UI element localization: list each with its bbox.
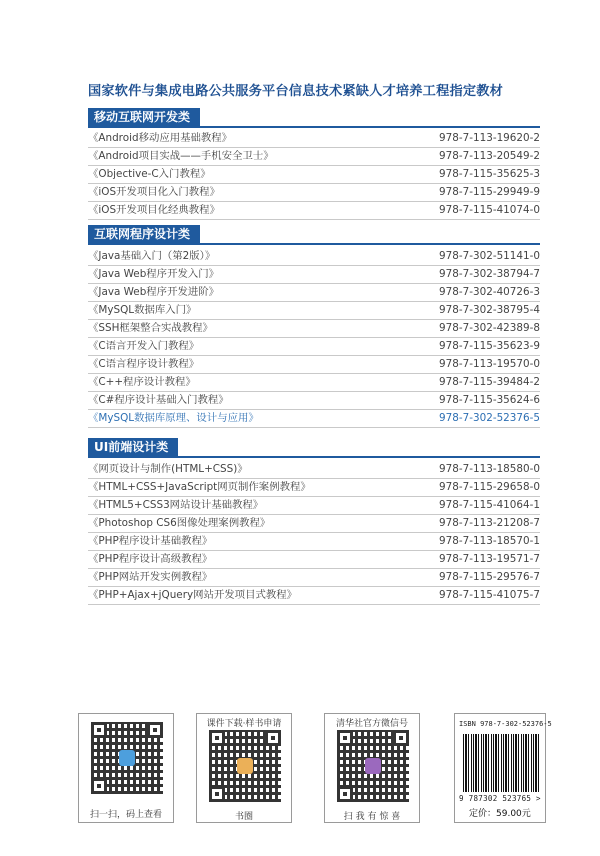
qr-finder xyxy=(91,778,107,794)
wechat-logo-icon xyxy=(365,758,381,774)
book-isbn: 978-7-302-40726-3 xyxy=(439,286,540,298)
book-title: 《SSH框架整合实战教程》 xyxy=(88,322,213,334)
book-isbn: 978-7-115-41064-1 xyxy=(439,499,540,511)
book-title: 《网页设计与制作(HTML+CSS)》 xyxy=(88,463,248,475)
book-title: 《Android项目实战——手机安全卫士》 xyxy=(88,150,274,162)
book-row xyxy=(88,461,540,479)
barcode-box xyxy=(454,713,552,823)
book-row xyxy=(88,248,540,266)
section-divider xyxy=(88,243,540,245)
book-title: 《C++程序设计教程》 xyxy=(88,376,196,388)
book-row xyxy=(88,202,540,220)
isbn-label: ISBN 978-7-302-52376-5 xyxy=(459,720,552,728)
book-row xyxy=(88,533,540,551)
book-title: 《Objective-C入门教程》 xyxy=(88,168,211,180)
book-title: 《PHP程序设计高级教程》 xyxy=(88,553,213,565)
book-row xyxy=(88,551,540,569)
book-isbn: 978-7-115-35623-9 xyxy=(439,340,540,352)
book-list-internet xyxy=(88,248,540,428)
barcode-digits: 9 787302 523765 > xyxy=(459,794,541,803)
book-row xyxy=(88,166,540,184)
qr-finder xyxy=(265,730,281,746)
book-circle-logo-icon xyxy=(237,758,253,774)
book-row xyxy=(88,302,540,320)
book-row xyxy=(88,392,540,410)
qr-box-courseware xyxy=(196,713,292,823)
book-row xyxy=(88,587,540,605)
book-title: 《C#程序设计基础入门教程》 xyxy=(88,394,229,406)
book-isbn: 978-7-113-18580-0 xyxy=(439,463,540,475)
qr-code[interactable] xyxy=(209,730,281,802)
qr-finder xyxy=(209,730,225,746)
qr-finder xyxy=(209,786,225,802)
book-title: 《HTML+CSS+JavaScript网页制作案例教程》 xyxy=(88,481,311,493)
qr-finder xyxy=(337,730,353,746)
book-title: 《C语言程序设计教程》 xyxy=(88,358,200,370)
book-isbn: 978-7-115-29658-0 xyxy=(439,481,540,493)
book-row xyxy=(88,184,540,202)
book-row xyxy=(88,374,540,392)
book-list-mobile xyxy=(88,130,540,220)
qr-finder xyxy=(91,722,107,738)
book-isbn: 978-7-115-35624-6 xyxy=(439,394,540,406)
qr-caption-top: 课件下载·样书申请 xyxy=(206,719,282,729)
headline: 国家软件与集成电路公共服务平台信息技术紧缺人才培养工程指定教材 xyxy=(88,84,504,99)
book-title: 《MySQL数据库原理、设计与应用》 xyxy=(88,412,259,424)
book-isbn: 978-7-115-41074-0 xyxy=(439,204,540,216)
category-internet: 互联网程序设计类 xyxy=(88,225,200,243)
price: 定价：59.00元 xyxy=(469,809,531,819)
book-row xyxy=(88,497,540,515)
qr-caption: 扫 我 有 惊 喜 xyxy=(343,812,401,822)
book-isbn: 978-7-113-20549-2 xyxy=(439,150,540,162)
book-row xyxy=(88,479,540,497)
category-ui: UI前端设计类 xyxy=(88,438,178,456)
book-row xyxy=(88,284,540,302)
book-isbn: 978-7-113-18570-1 xyxy=(439,535,540,547)
qr-finder xyxy=(337,786,353,802)
book-isbn: 978-7-113-19571-7 xyxy=(439,553,540,565)
book-isbn: 978-7-302-38795-4 xyxy=(439,304,540,316)
book-title: 《Java基础入门（第2版）》 xyxy=(88,250,216,262)
book-isbn: 978-7-115-29949-9 xyxy=(439,186,540,198)
book-isbn: 978-7-113-19570-0 xyxy=(439,358,540,370)
qr-caption: 书圈 xyxy=(234,812,253,822)
book-isbn: 978-7-302-51141-0 xyxy=(439,250,540,262)
category-mobile: 移动互联网开发类 xyxy=(88,108,200,126)
book-row xyxy=(88,130,540,148)
scan-logo-icon xyxy=(119,750,135,766)
book-isbn: 978-7-115-39484-2 xyxy=(439,376,540,388)
qr-caption-top: 清华社官方微信号 xyxy=(335,719,408,729)
qr-code[interactable] xyxy=(337,730,409,802)
qr-box-wechat xyxy=(324,713,420,823)
book-list-ui xyxy=(88,461,540,605)
book-title: 《PHP+Ajax+jQuery网站开发项目式教程》 xyxy=(88,589,298,601)
book-isbn: 978-7-302-38794-7 xyxy=(439,268,540,280)
book-row xyxy=(88,148,540,166)
book-title: 《Android移动应用基础教程》 xyxy=(88,132,233,144)
book-row xyxy=(88,320,540,338)
book-isbn: 978-7-113-21208-7 xyxy=(439,517,540,529)
book-isbn: 978-7-113-19620-2 xyxy=(439,132,540,144)
section-divider xyxy=(88,456,540,458)
book-row xyxy=(88,266,540,284)
book-title: 《iOS开发项目化经典教程》 xyxy=(88,204,220,216)
section-divider xyxy=(88,126,540,128)
book-title: 《MySQL数据库入门》 xyxy=(88,304,197,316)
qr-caption: 扫一扫，码上查看 xyxy=(89,810,162,820)
book-row-featured xyxy=(88,410,540,428)
book-title: 《C语言开发入门教程》 xyxy=(88,340,200,352)
qr-code[interactable] xyxy=(91,722,163,794)
book-title: 《Java Web程序开发入门》 xyxy=(88,268,220,280)
book-title: 《Java Web程序开发进阶》 xyxy=(88,286,220,298)
book-title: 《HTML5+CSS3网站设计基础教程》 xyxy=(88,499,264,511)
book-row xyxy=(88,569,540,587)
qr-box-scan xyxy=(78,713,174,823)
book-isbn: 978-7-302-42389-8 xyxy=(439,322,540,334)
book-isbn: 978-7-115-41075-7 xyxy=(439,589,540,601)
qr-finder xyxy=(147,722,163,738)
book-title: 《Photoshop CS6图像处理案例教程》 xyxy=(88,517,271,529)
book-row xyxy=(88,515,540,533)
book-title: 《iOS开发项目化入门教程》 xyxy=(88,186,220,198)
book-title: 《PHP网站开发实例教程》 xyxy=(88,571,213,583)
book-isbn: 978-7-115-35625-3 xyxy=(439,168,540,180)
barcode-icon xyxy=(463,734,539,792)
qr-finder xyxy=(393,730,409,746)
book-isbn: 978-7-302-52376-5 xyxy=(439,412,540,424)
book-row xyxy=(88,338,540,356)
book-title: 《PHP程序设计基础教程》 xyxy=(88,535,213,547)
book-isbn: 978-7-115-29576-7 xyxy=(439,571,540,583)
book-row xyxy=(88,356,540,374)
